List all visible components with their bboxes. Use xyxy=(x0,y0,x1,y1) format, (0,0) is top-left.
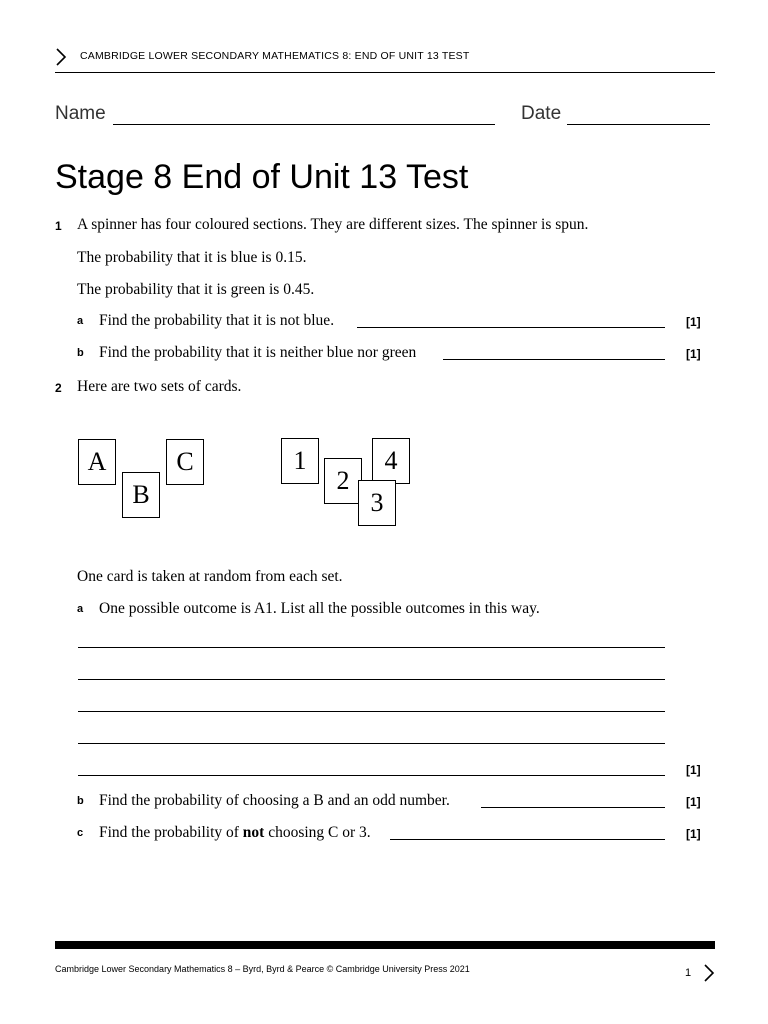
question-2a-text: One possible outcome is A1. List all the possible outcomes in this way. xyxy=(99,600,540,617)
question-2c-text-end: choosing C or 3. xyxy=(264,824,371,841)
card-4: 4 xyxy=(372,438,410,484)
question-2b-label: b xyxy=(77,795,84,807)
footer-credit: Cambridge Lower Secondary Mathematics 8 – Byrd, Byrd & Pearce © Cambridge University Press 2021 xyxy=(55,964,470,974)
question-2a-answer-line[interactable] xyxy=(78,647,665,648)
question-1-number: 1 xyxy=(55,219,62,233)
question-1b-answer-line[interactable] xyxy=(443,359,665,360)
question-1-stem: A spinner has four coloured sections. They are different sizes. The spinner is spun. xyxy=(77,216,589,233)
question-2c-text-start: Find the probability of xyxy=(99,824,243,841)
card-c: C xyxy=(166,439,204,485)
question-1a-text: Find the probability that it is not blue. xyxy=(99,312,335,329)
question-1b-label: b xyxy=(77,347,84,359)
name-label: Name xyxy=(55,103,106,124)
question-1-green-probability: The probability that it is green is 0.45. xyxy=(77,281,315,298)
question-2c-text xyxy=(99,824,371,842)
question-2a-answer-line[interactable] xyxy=(78,711,665,712)
card-2: 2 xyxy=(324,458,362,504)
question-2a-answer-line[interactable] xyxy=(78,679,665,680)
footer-bar xyxy=(55,941,715,949)
question-2-stem: Here are two sets of cards. xyxy=(77,378,242,395)
card-a: A xyxy=(78,439,116,485)
chevron-right-icon xyxy=(54,47,68,67)
card-b: B xyxy=(122,472,160,518)
question-2c-emphasis: not xyxy=(242,824,265,841)
question-2a-mark: [1] xyxy=(686,763,701,777)
question-2a-label: a xyxy=(77,603,84,615)
question-1a-mark: [1] xyxy=(686,315,701,329)
question-2a-answer-line[interactable] xyxy=(78,775,665,776)
question-2b-mark: [1] xyxy=(686,795,701,809)
question-2b-answer-line[interactable] xyxy=(481,807,665,808)
question-1a-label: a xyxy=(77,315,84,327)
question-1b-text: Find the probability that it is neither blue nor green xyxy=(99,344,417,361)
question-1b-mark: [1] xyxy=(686,347,701,361)
question-1-blue-probability: The probability that it is blue is 0.15. xyxy=(77,249,307,266)
page-title: Stage 8 End of Unit 13 Test xyxy=(55,158,469,196)
card-1: 1 xyxy=(281,438,319,484)
question-2c-mark: [1] xyxy=(686,827,701,841)
name-field[interactable] xyxy=(113,124,495,125)
date-field[interactable] xyxy=(567,124,710,125)
question-2c-label: c xyxy=(77,827,84,839)
question-2-instruction: One card is taken at random from each set. xyxy=(77,568,343,585)
question-1a-answer-line[interactable] xyxy=(357,327,665,328)
header-divider xyxy=(55,72,715,73)
page-number: 1 xyxy=(685,967,692,979)
running-header: CAMBRIDGE LOWER SECONDARY MATHEMATICS 8: END OF UNIT 13 TEST xyxy=(80,50,470,62)
question-2c-answer-line[interactable] xyxy=(390,839,665,840)
card-3: 3 xyxy=(358,480,396,526)
question-2-number: 2 xyxy=(55,381,62,395)
question-2b-text: Find the probability of choosing a B and an odd number. xyxy=(99,792,450,809)
date-label: Date xyxy=(521,103,562,124)
chevron-right-icon[interactable] xyxy=(703,963,715,983)
question-2a-answer-line[interactable] xyxy=(78,743,665,744)
